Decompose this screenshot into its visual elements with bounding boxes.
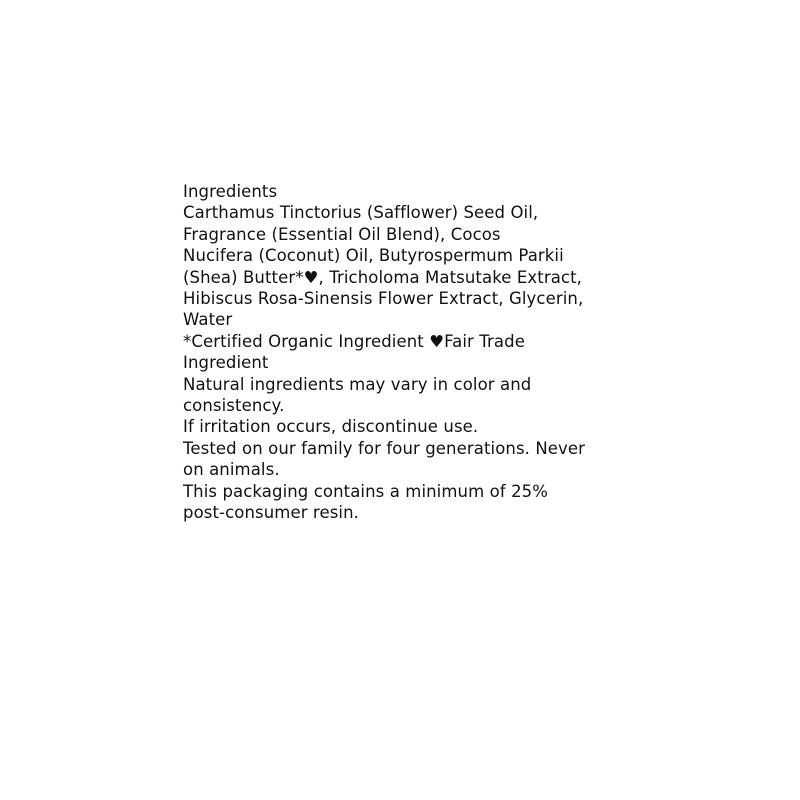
ingredient-list [183,202,643,330]
note-line: Natural ingredients may vary in color and [183,374,532,394]
ingredient-line: Water [183,310,233,330]
note-line: on animals. [183,460,280,480]
ingredients-heading: Ingredients [183,182,278,201]
legend-line: *Certified Organic Ingredient ♥Fair Trade [183,331,525,351]
certification-legend [183,331,643,374]
note-line: consistency. [183,396,285,416]
note-line: Tested on our family for four generations. Never [183,438,586,458]
ingredient-label [183,181,643,524]
note-line: post-consumer resin. [183,503,359,523]
ingredient-line: Carthamus Tinctorius (Safflower) Seed Oil, [183,203,539,223]
natural-variation-note [183,374,643,417]
ingredient-line: Fragrance (Essential Oil Blend), Cocos [183,224,501,244]
ingredient-line: Nucifera (Coconut) Oil, Butyrospermum Parkii [183,246,564,266]
irritation-warning: If irritation occurs, discontinue use. [183,417,479,437]
packaging-note [183,481,643,524]
ingredient-line: Hibiscus Rosa-Sinensis Flower Extract, Glycerin, [183,289,584,309]
ingredient-line: (Shea) Butter*♥, Tricholoma Matsutake Extract, [183,267,583,287]
legend-line: Ingredient [183,353,269,373]
animal-testing-note [183,438,643,481]
note-line: This packaging contains a minimum of 25% [183,481,549,501]
